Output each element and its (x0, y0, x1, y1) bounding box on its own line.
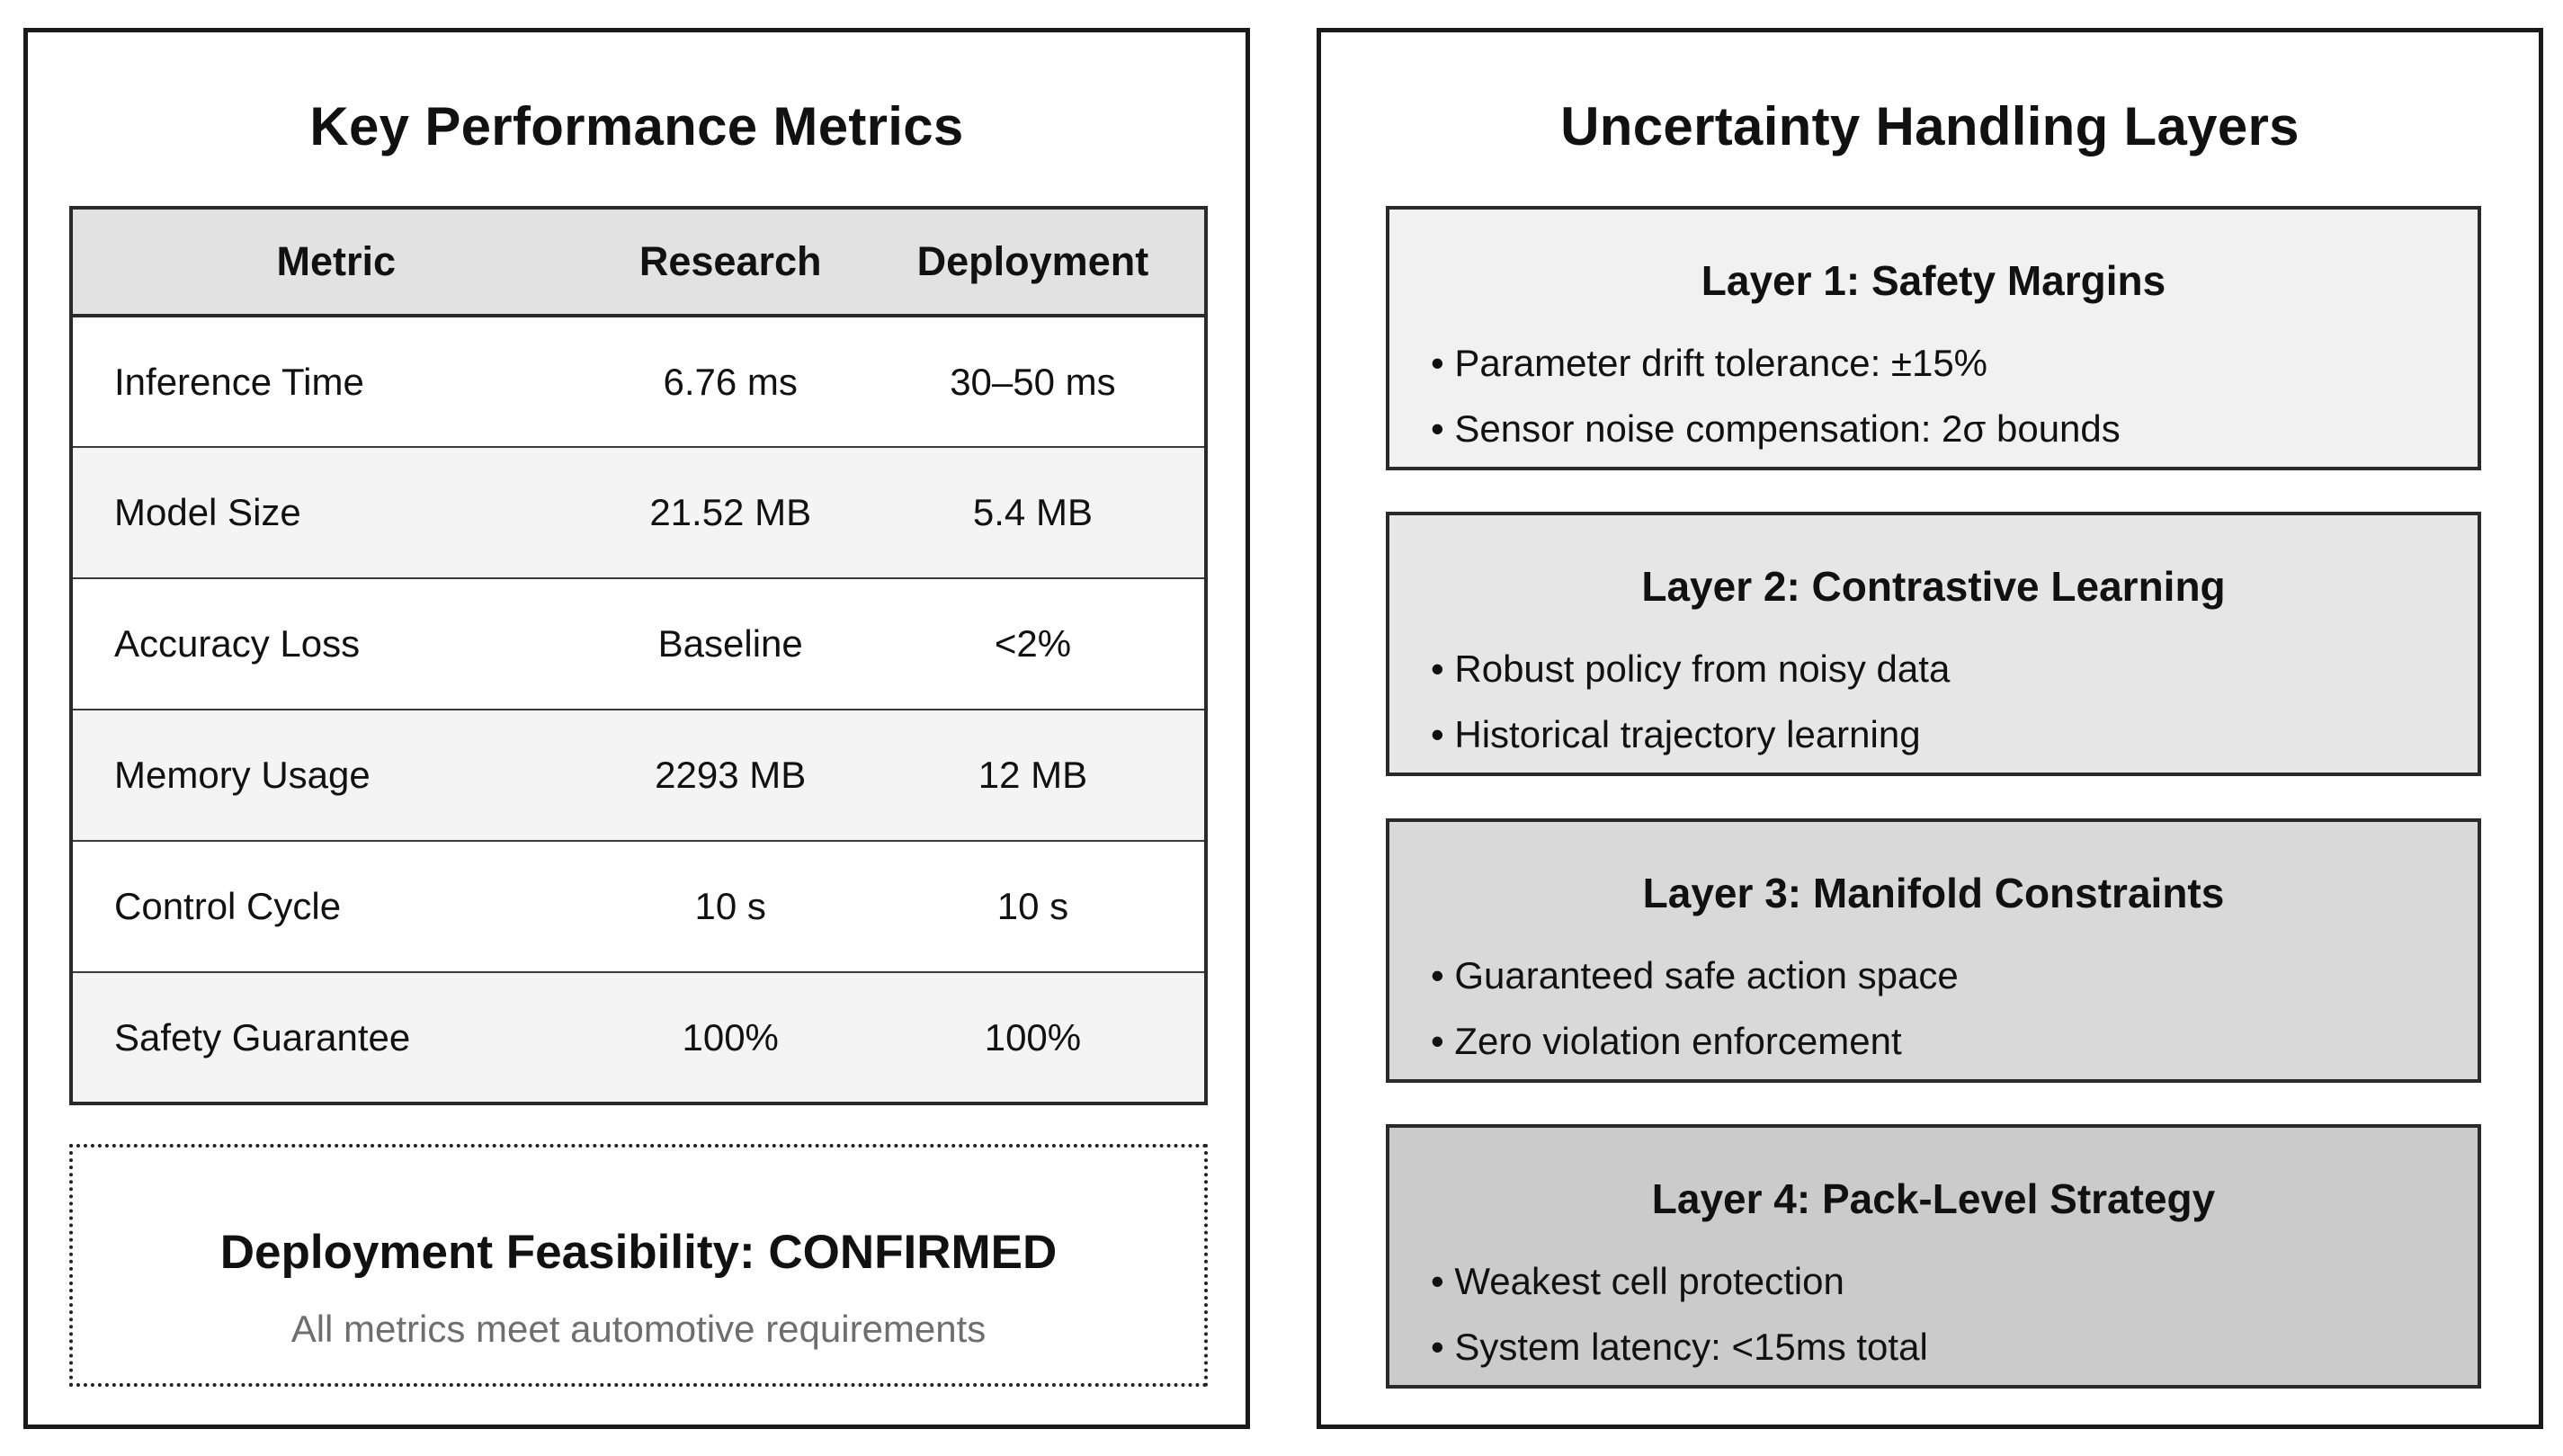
layer-title: Layer 4: Pack-Level Strategy (1651, 1175, 2216, 1222)
cell-metric: Control Cycle (71, 841, 600, 972)
layer-bullet: • Sensor noise compensation: 2σ bounds (1431, 406, 2121, 472)
cell-research: 10 s (600, 841, 862, 972)
layer-4-box (1386, 1124, 2481, 1389)
layer-title: Layer 3: Manifold Constraints (1642, 870, 2225, 916)
layer-bullet: • Historical trajectory learning (1431, 712, 1950, 778)
layer-3-box (1386, 818, 2481, 1083)
cell-research: 6.76 ms (600, 316, 862, 447)
uncertainty-title: Uncertainty Handling Layers (1560, 96, 2300, 156)
header-metric: Metric (71, 208, 600, 316)
header-research: Research (600, 208, 862, 316)
table-header-row (71, 208, 1206, 316)
layer-bullet: • Weakest cell protection (1431, 1259, 1928, 1325)
cell-metric: Model Size (71, 447, 600, 578)
cell-metric: Accuracy Loss (71, 578, 600, 710)
layer-bullet-list (1431, 953, 1959, 1085)
cell-research: 100% (600, 972, 862, 1103)
layer-title: Layer 2: Contrastive Learning (1641, 563, 2226, 610)
cell-deployment: 10 s (862, 841, 1206, 972)
cell-research: Baseline (600, 578, 862, 710)
feasibility-subtitle: All metrics meet automotive requirements (290, 1308, 987, 1350)
layer-bullet-list (1431, 647, 1950, 778)
metrics-table (69, 206, 1208, 1105)
layer-bullet: • System latency: <15ms total (1431, 1325, 1928, 1390)
cell-deployment: 100% (862, 972, 1206, 1103)
layer-1-box (1386, 206, 2481, 470)
cell-deployment: 30–50 ms (862, 316, 1206, 447)
feasibility-box (69, 1144, 1208, 1387)
cell-metric: Inference Time (71, 316, 600, 447)
cell-metric: Memory Usage (71, 710, 600, 841)
uncertainty-panel (1317, 28, 2543, 1429)
layer-bullet: • Zero violation enforcement (1431, 1019, 1959, 1085)
layer-bullet: • Robust policy from noisy data (1431, 647, 1950, 712)
cell-metric: Safety Guarantee (71, 972, 600, 1103)
table-row (71, 578, 1206, 710)
table-row (71, 972, 1206, 1103)
layer-bullet: • Guaranteed safe action space (1431, 953, 1959, 1019)
metrics-panel (23, 28, 1250, 1429)
layer-bullet: • Parameter drift tolerance: ±15% (1431, 341, 2121, 406)
cell-research: 2293 MB (600, 710, 862, 841)
layer-title: Layer 1: Safety Margins (1701, 257, 2166, 304)
table-row (71, 841, 1206, 972)
table-row (71, 316, 1206, 447)
layer-bullet-list (1431, 1259, 1928, 1390)
layer-2-box (1386, 512, 2481, 776)
table-row (71, 710, 1206, 841)
cell-deployment: <2% (862, 578, 1206, 710)
header-deployment: Deployment (862, 208, 1206, 316)
cell-deployment: 12 MB (862, 710, 1206, 841)
cell-research: 21.52 MB (600, 447, 862, 578)
cell-deployment: 5.4 MB (862, 447, 1206, 578)
table-row (71, 447, 1206, 578)
layer-bullet-list (1431, 341, 2121, 472)
metrics-title: Key Performance Metrics (309, 96, 964, 156)
feasibility-title: Deployment Feasibility: CONFIRMED (219, 1226, 1058, 1279)
